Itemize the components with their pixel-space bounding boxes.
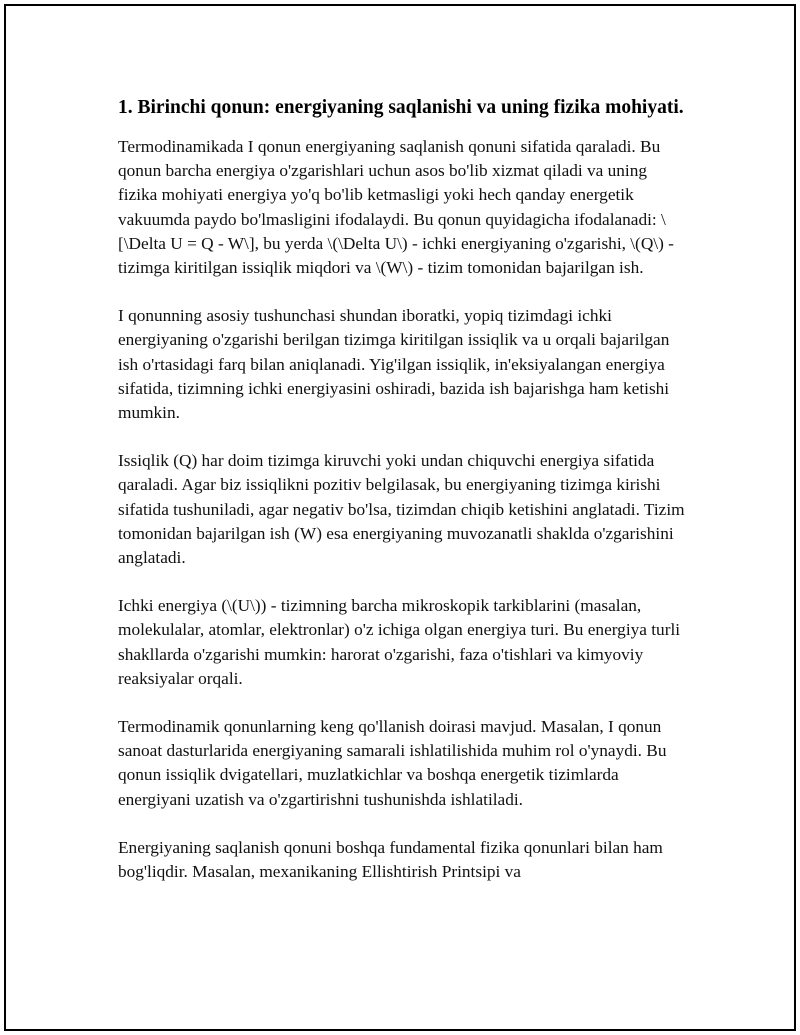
paragraph-internal-energy: Ichki energiya (\(U\)) - tizimning barcha mikroskopik tarkiblarini (masalan, molekulalar, atomlar, elektronlar) o'z ichiga olgan energiya turi. Bu energiya turli shakllarda o'zgarishi mumkin: harorat o'zgarishi, faza o'tishlari va kimyoviy reaksiyalar orqali.	[118, 596, 681, 688]
paragraph-applications: Termodinamik qonunlarning keng qo'llanish doirasi mavjud. Masalan, I qonun sanoat dasturlarida energiyaning samarali ishlatilishida muhim rol o'ynaydi. Bu qonun issiqlik dvigatellari, muzlatkichlar va boshqa energetik tizimlarda energiyani uzatish va o'zgartirishni tushunishda ishlatiladi.	[118, 717, 667, 809]
section-heading: 1. Birinchi qonun: energiyaning saqlanishi va uning fizika mohiyati.	[118, 97, 684, 118]
paragraph-first-law-definition: Termodinamikada I qonun energiyaning saqlanish qonuni sifatida qaraladi. Bu qonun barcha energiya o'zgarishlari uchun asos bo'lib xizmat qiladi va uning fizika mohiyati energiya yo'q bo'lib ketmasligi yoki hech qanday energetik vakuumda paydo bo'lmasligini ifodalaydi. Bu qonun quyidagicha ifodalanadi: \[\Delta U = Q - W\], bu yerda \(\Delta U\) - ichki energiyaning o'zgarishi, \(Q\) - tizimga kiritilgan issiqlik miqdori va \(W\) - tizim tomonidan bajarilgan ish.	[118, 137, 674, 278]
paragraph-basic-concept: I qonunning asosiy tushunchasi shundan iboratki, yopiq tizimdagi ichki energiyaning o'zgarishi berilgan tizimga kiritilgan issiqlik va u orqali bajarilgan ish o'rtasidagi farq bilan aniqlanadi. Yig'ilgan issiqlik, in'eksiyalangan energiya sifatida, tizimning ichki energiyasini oshiradi, bazida ish bajarishga ham ketishi mumkin.	[118, 306, 670, 423]
paragraph-heat: Issiqlik (Q) har doim tizimga kiruvchi yoki undan chiquvchi energiya sifatida qaraladi. Agar biz issiqlikni pozitiv belgilasak, bu energiyaning tizimga kirishi sifatida tushuniladi, agar negativ bo'lsa, tizimdan chiqib ketishini anglatadi. Tizim tomonidan bajarilgan ish (W) esa energiyaning muvozanatli shaklda o'zgarishini anglatadi.	[118, 451, 685, 568]
document-body	[118, 94, 688, 908]
paragraph-related-laws: Energiyaning saqlanish qonuni boshqa fundamental fizika qonunlari bilan ham bog'liqdir. Masalan, mexanikaning Ellishtirish Printsipi va	[118, 837, 663, 882]
